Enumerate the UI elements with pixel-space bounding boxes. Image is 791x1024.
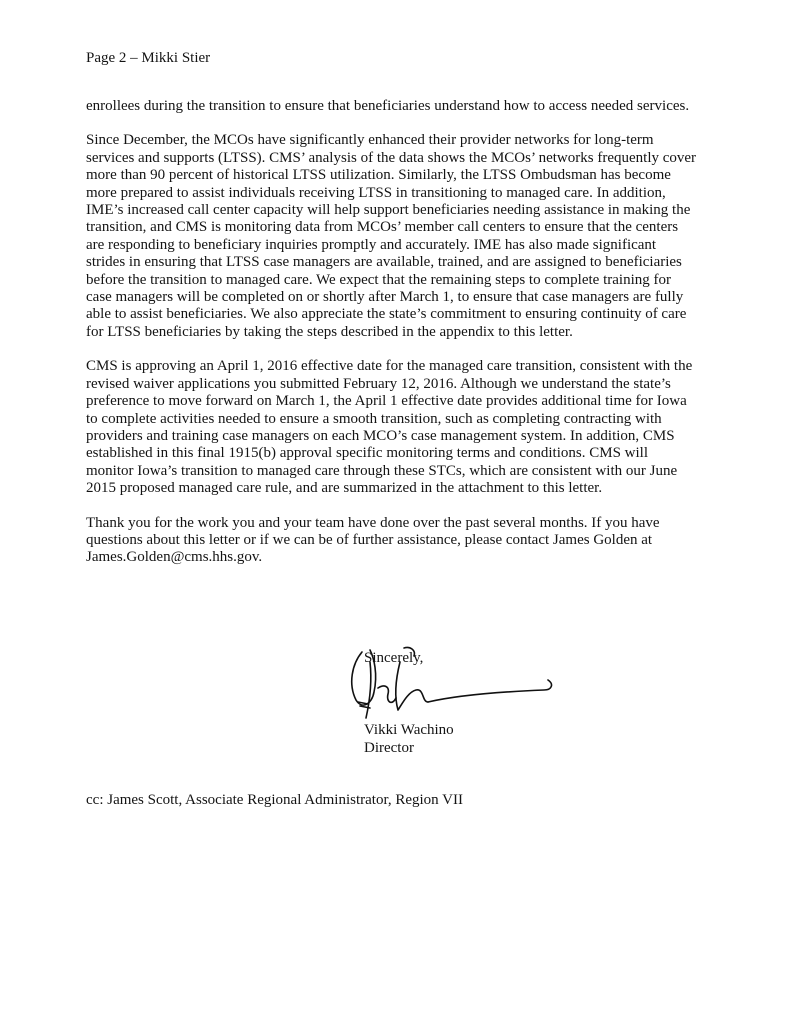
letter-body <box>86 98 698 584</box>
paragraph-2: Since December, the MCOs have significantly enhanced their provider networks for long-term services and supports (LTSS). CMS’ analysis of the data shows the MCOs’ networks frequently cover more than 90 percent of historical LTSS utilization. Similarly, the LTSS Ombudsman has become more prepared to assist individuals receiving LTSS in transitioning to managed care. In addition, IME’s increased call center capacity will help support beneficiaries needing assistance in making the transition, and CMS is monitoring data from MCOs’ member call centers to ensure that the centers are responding to beneficiary inquiries promptly and accurately. IME has also made significant strides in ensuring that LTSS case managers are available, trained, and are assigned to beneficiaries before the transition to managed care. We expect that the remaining steps to complete training for case managers will be completed on or shortly after March 1, to ensure that case managers are fully able to assist beneficiaries. We also appreciate the state’s commitment to ensuring continuity of care for LTSS beneficiaries by taking the steps described in the appendix to this letter. <box>86 132 697 340</box>
page-header: Page 2 – Mikki Stier <box>86 50 211 66</box>
paragraph-3: CMS is approving an April 1, 2016 effective date for the managed care transition, consistent with the revised waiver applications you submitted February 12, 2016. Although we understand the state’s preference to move forward on March 1, the April 1 effective date provides additional time for Iowa to complete activities needed to ensure a smooth transition, such as completing contracting with providers and training case managers on each MCO’s case management system. In addition, CMS established in this final 1915(b) approval specific monitoring terms and conditions. CMS will monitor Iowa’s transition to managed care through these STCs, which are consistent with our June 2015 proposed managed care rule, and are summarized in the attachment to this letter. <box>86 358 693 497</box>
signer-title: Director <box>364 740 414 756</box>
cc-line: cc: James Scott, Associate Regional Administrator, Region VII <box>86 792 463 808</box>
paragraph-4: Thank you for the work you and your team have done over the past several months. If you have questions about this letter or if we can be of further assistance, please contact James Golden at James.Golden@cms.hhs.gov. <box>86 514 660 566</box>
closing-block <box>364 650 604 760</box>
closing-salutation: Sincerely, <box>364 650 424 666</box>
paragraph-1: enrollees during the transition to ensure that beneficiaries understand how to access needed services. <box>86 98 690 114</box>
signature-image <box>344 644 564 724</box>
signer-name: Vikki Wachino <box>364 722 454 738</box>
